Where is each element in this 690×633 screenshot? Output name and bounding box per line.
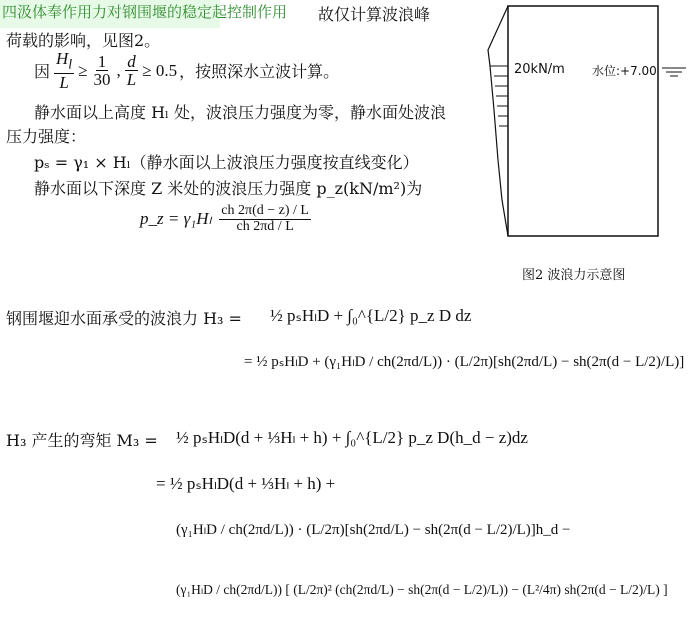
equation-ps: pₛ = γ₁ × Hₗ（静水面以上波浪压力强度按直线变化） bbox=[34, 153, 419, 172]
cond-prefix: 因 bbox=[34, 62, 51, 82]
cond-tail: ，按照深水立波计算。 bbox=[179, 62, 340, 82]
equation-pz: p_z = γ₁Hₗ $\frac{ch 2\pi(d - z) / L}{ch 2\pi d / L}$ bbox=[140, 203, 309, 234]
equation-m3-rhs-2: = ½ pₛHₗD(d + ⅓Hₗ + h) + bbox=[156, 474, 336, 493]
ge-sign-1: ≥ bbox=[78, 60, 88, 80]
equation-m3-lead: H₃ 产生的弯矩 M₃ = bbox=[6, 431, 158, 450]
figure-load-label: 20kN/m bbox=[514, 62, 565, 77]
fraction-d-over-l: $\frac{d}{L}$ bbox=[126, 51, 137, 90]
fraction-hl-over-l: $\frac{H_l}{L}$ bbox=[56, 49, 73, 93]
equation-h3-rhs-1: ½ pₛHₗD + ∫₀^{L/2} p_z D dz bbox=[270, 306, 472, 325]
wave-force-diagram bbox=[482, 0, 690, 245]
watermark-text: 四汲体奉作用力对钢围堰的稳定起控制作用 bbox=[2, 3, 288, 21]
equation-h3-lead: 钢围堰迎水面承受的波浪力 H₃ = bbox=[6, 309, 242, 328]
paragraph-2: 静水面以上高度 Hₗ 处，波浪压力强度为零，静水面处波浪 bbox=[34, 103, 447, 122]
ge-half: ≥ 0.5 bbox=[142, 60, 178, 80]
equation-h3-rhs-2: = ½ pₛHₗD + (γ₁HₗD / ch(2πd/L)) · (L/2π)[sh(2πd/L) − sh(2π(d − L/2)/L)] bbox=[244, 354, 685, 370]
equation-m3-rhs-1: ½ pₛHₗD(d + ⅓Hₗ + h) + ∫₀^{L/2} p_z D(h_d − z)dz bbox=[176, 428, 528, 447]
figure-level-label: 水位:+7.00 bbox=[592, 64, 657, 78]
equation-m3-rhs-4: (γ₁HₗD / ch(2πd/L)) [ (L/2π)² (ch(2πd/L) − sh(2π(d − L/2)/L)) − (L²/4π) sh(2π(d − L/2)/L) ] bbox=[176, 582, 668, 597]
condition-line: 因 $\frac{H_l}{L}$ ≥ $\frac{1}{30}$ , $\frac{d}{L}$ ≥ 0.5 ，按照深水立波计算。 bbox=[34, 49, 340, 93]
paragraph-1-line-2: 荷载的影响，见图2。 bbox=[6, 31, 161, 50]
paragraph-2-line-2: 压力强度： bbox=[6, 127, 87, 146]
figure-caption: 图2 波浪力示意图 bbox=[522, 268, 626, 283]
paragraph-3: 静水面以下深度 Z 米处的波浪压力强度 p_z(kN/m²)为 bbox=[34, 179, 423, 198]
equation-m3-rhs-3: (γ₁HₗD / ch(2πd/L)) · (L/2π)[sh(2πd/L) − sh(2π(d − L/2)/L)]h_d − bbox=[176, 522, 571, 538]
fraction-1-30: $\frac{1}{30}$ bbox=[93, 51, 111, 90]
paragraph-1-tail: 故仅计算波浪峰 bbox=[318, 5, 431, 24]
